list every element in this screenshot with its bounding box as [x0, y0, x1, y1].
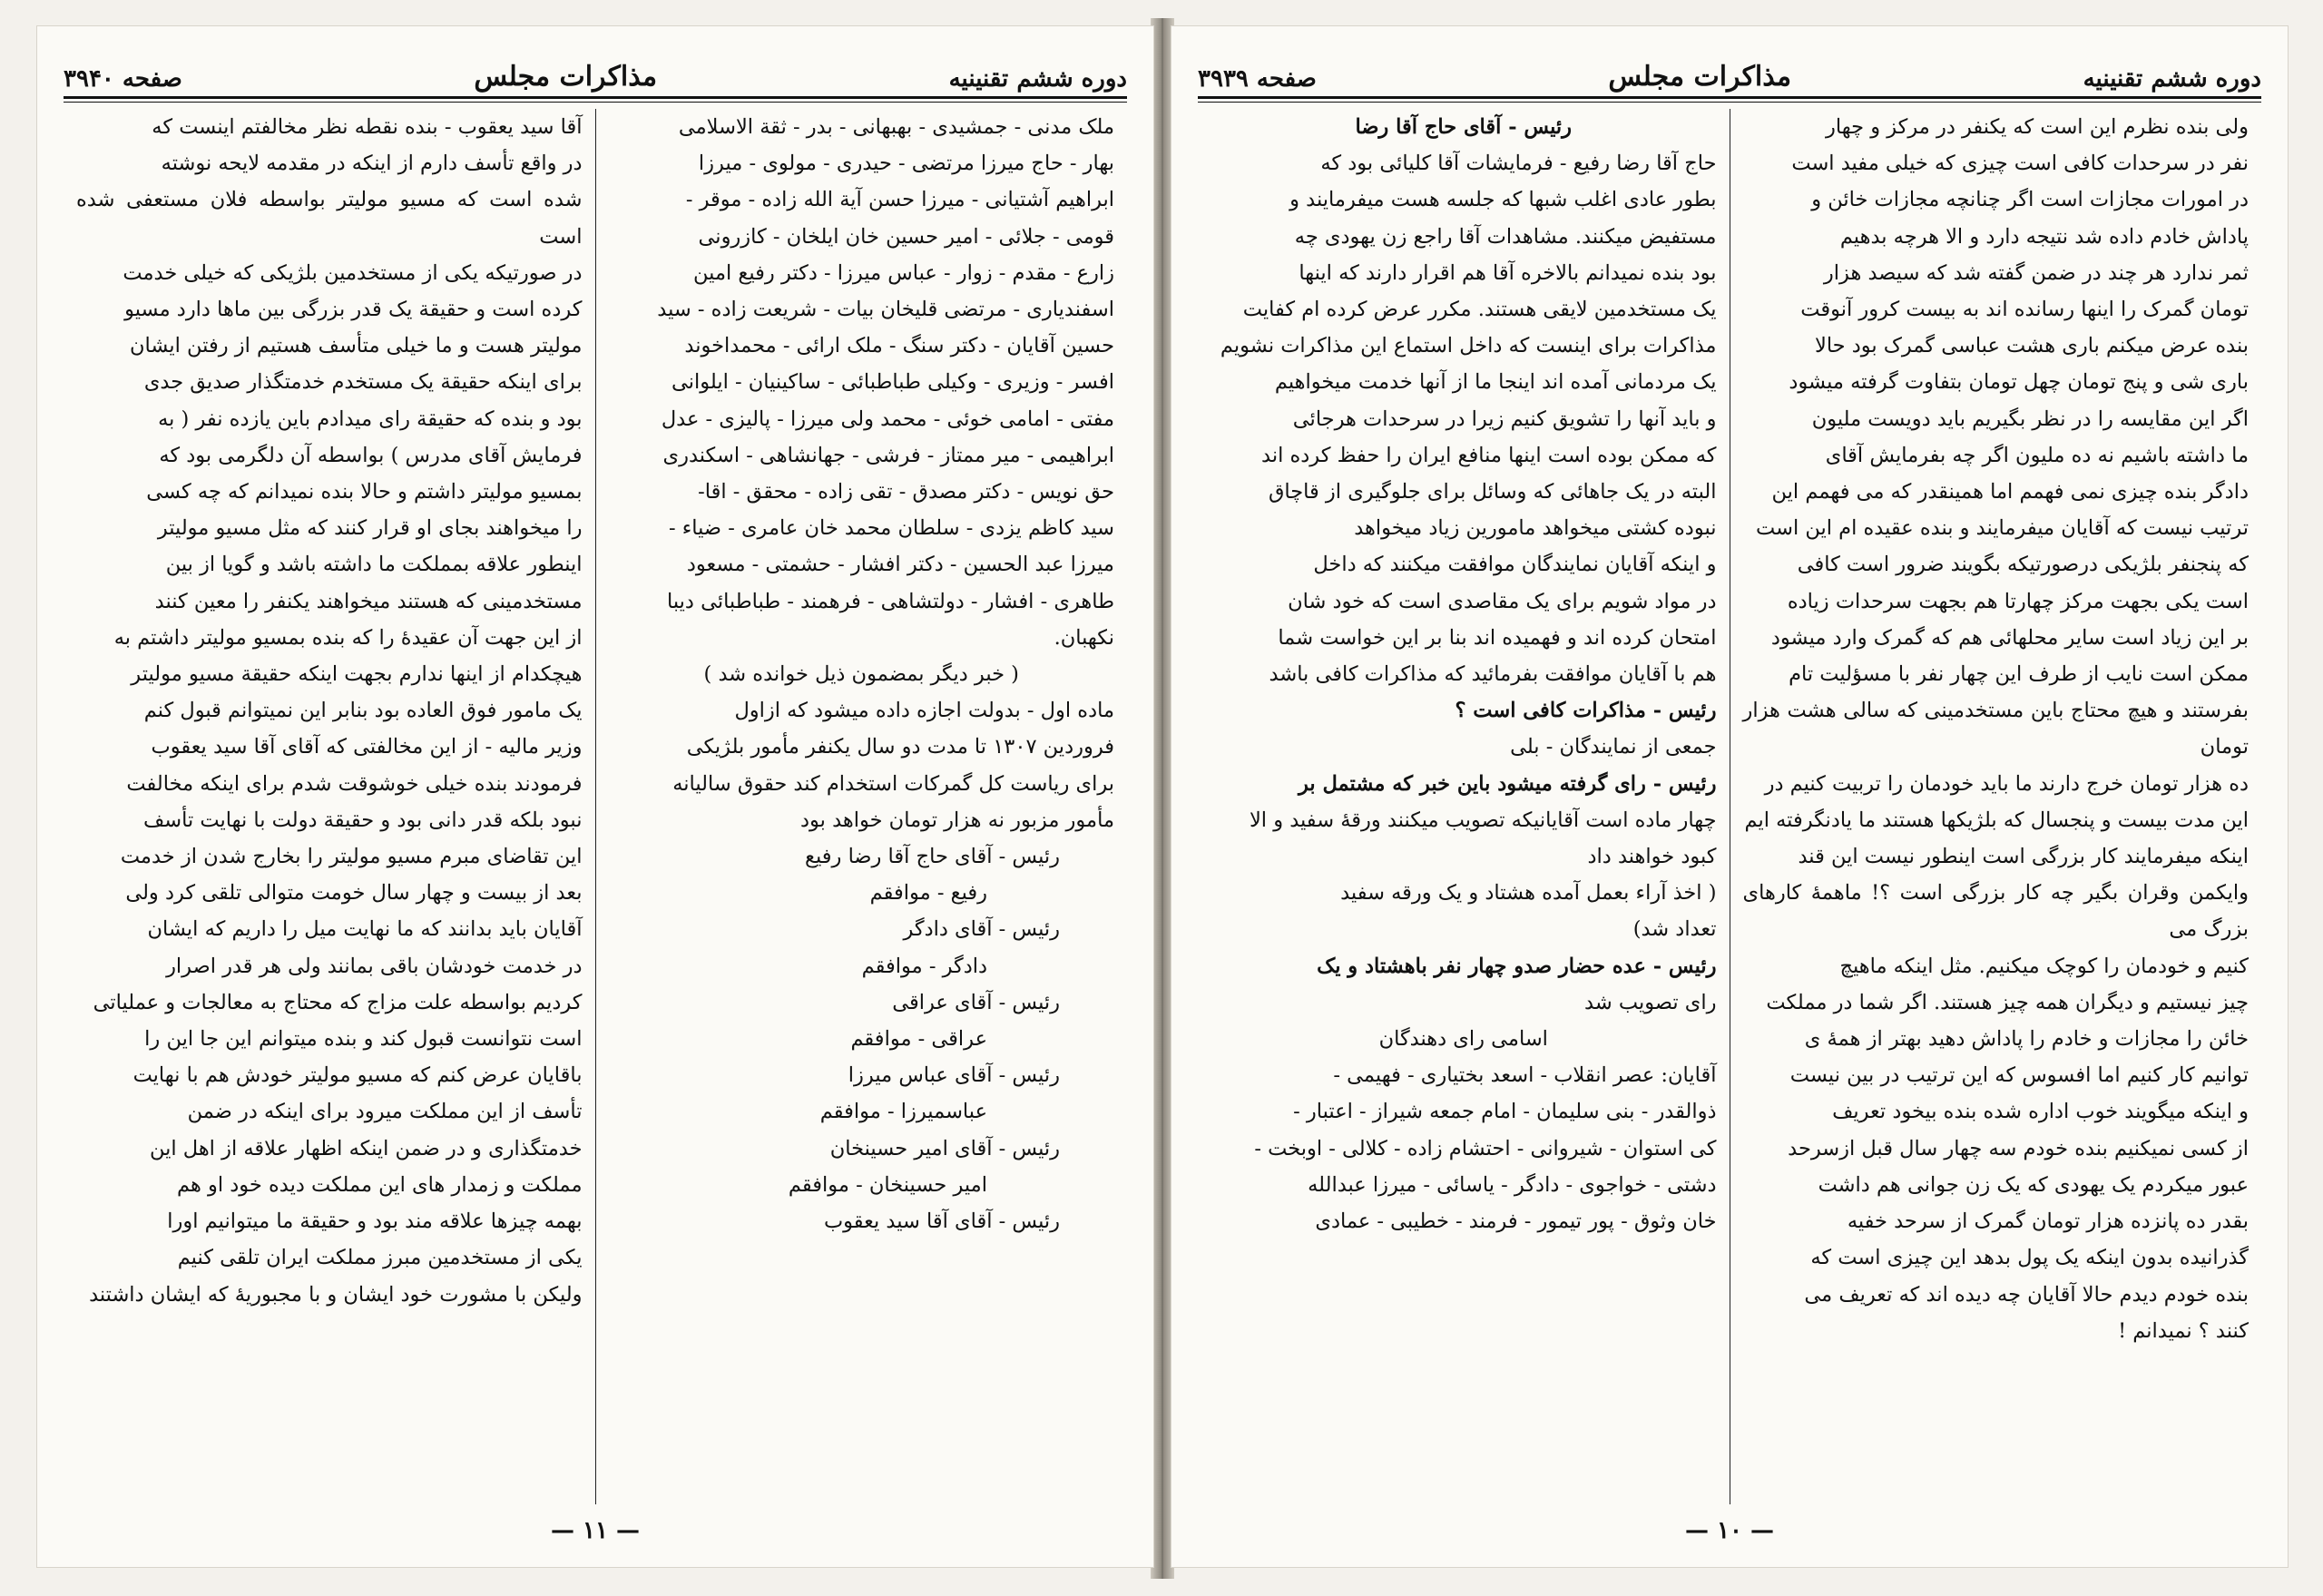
text-line: فروردین ۱۳۰۷ تا مدت دو سال یکنفر مأمور بلژیکی: [686, 735, 1114, 759]
text-line: خدمتگذاری و در ضمن اینکه اظهار علاقه از اهل این: [149, 1136, 583, 1160]
text-line: یک مردمانی آمده اند اینجا ما از آنها خدمت میخواهیم: [1274, 370, 1717, 395]
right-header-rule-thin: [1198, 102, 2261, 103]
right-page-columns: [1198, 109, 2261, 1504]
text-line: از کسی نمیکنیم بنده خودم سه چهار سال قبل ازسرحد: [1788, 1136, 2249, 1160]
text-line: برای اینکه حقیقة یک مستخدم خدمتگذار صدیق جدی: [143, 370, 583, 395]
text-line: مستخدمینی که هستند میخواهند یکنفر را معین کنند: [154, 589, 583, 613]
left-header-rule-thin: [64, 102, 1127, 103]
text-line: رئیس - آقای حاج آقا رضا رفیع: [805, 845, 1060, 869]
text-line: ترتیب نیست که آقایان میفرمایند و بنده عقیده ام این است: [1756, 516, 2249, 541]
text-line: کبود خواهند داد: [1587, 845, 1717, 869]
text-line: آقایان: عصر انقلاب - اسعد بختیاری - فهیمی -: [1333, 1063, 1717, 1088]
text-line: جمعی از نمایندگان - بلی: [1510, 735, 1717, 759]
text-line: حسین آقایان - دکتر سنگ - ملک ارائی - محمداخوند: [684, 334, 1114, 358]
text-line: برای ریاست کل گمرکات استخدام کند حقوق سالیانه: [672, 771, 1114, 796]
left-page-header: [64, 40, 1127, 93]
text-line: اسفندیاری - مرتضی قلیخان بیات - شریعت زاده - سید: [657, 298, 1114, 322]
text-line: تومان گمرک را اینها رسانده اند به بیست کرور آنوقت: [1800, 298, 2249, 322]
left-column-divider: [595, 109, 596, 1504]
right-page-column-right: [1730, 109, 2262, 1504]
text-line: بر این زیاد است سایر محلهائی هم که گمرک وارد میشود: [1770, 625, 2249, 650]
text-line: تأسف از این مملکت میرود برای اینکه در ضمن: [187, 1100, 583, 1124]
text-line: اینطور علاقه بمملکت ما داشته باشد و گویا از بین: [165, 553, 583, 577]
right-page-footer-number: — ۱۰ —: [1684, 1517, 1775, 1544]
text-line: ملک مدنی - جمشیدی - بهبهانی - بدر - ثقة الاسلامی: [678, 115, 1114, 139]
right-header-title: مذاکرات مجلس: [1608, 61, 1792, 93]
text-line: خان وثوق - پور تیمور - فرمند - خطیبی - عمادی: [1315, 1209, 1717, 1234]
text-line: امیر حسینخان - موافقم: [788, 1172, 987, 1197]
text-line: مولیتر هست و ما خیلی متأسف هستیم از رفتن ایشان: [129, 334, 583, 358]
text-line: چیز نیستیم و دیگران همه چیز هستند. اگر شما در مملکت: [1766, 990, 2249, 1014]
left-page-column-right: [596, 109, 1128, 1504]
text-line: در صورتیکه یکی از مستخدمین بلژیکی که خیلی خدمت: [123, 260, 583, 285]
text-line: ما داشته باشیم نه ده ملیون اگر چه بفرمایش آقای: [1825, 443, 2249, 467]
left-page: [36, 25, 1154, 1568]
text-line: ذوالقدر - بنی سلیمان - امام جمعه شیراز - اعتبار -: [1293, 1100, 1717, 1124]
left-header-page-number: صفحه ۳۹۴۰: [64, 65, 182, 93]
text-line: تعداد شد): [1632, 917, 1717, 942]
text-line: چهار ماده است آقایانیکه تصویب میکنند ورقهٔ سفید و الا: [1249, 808, 1717, 832]
text-line: است یکی بجهت مرکز چهارتا هم بجهت سرحدات زیاده: [1787, 589, 2249, 613]
text-line: توانیم کار کنیم اما افسوس که این ترتیب در بین نیست: [1789, 1063, 2249, 1088]
text-line: یکی از مستخدمین مبرز مملکت ایران تلقی کنیم: [177, 1246, 583, 1270]
text-line: بقدر ده پانزده هزار تومان گمرک از سرحد خفیه: [1847, 1209, 2249, 1234]
text-line: امتحان کرده اند و فهمیده اند بنا بر این خواست شما: [1278, 625, 1717, 650]
text-line: رئیس - آقای عباس میرزا: [848, 1063, 1060, 1088]
text-line: بهمه چیزها علاقه مند بود و حقیقة ما میتوانیم اورا: [167, 1209, 583, 1234]
text-line: رئیس - عده حضار صدو چهار نفر باهشتاد و یک: [1317, 954, 1717, 978]
text-line: و اینکه میگویند خوب اداره شده بنده بیخود تعریف: [1832, 1100, 2249, 1124]
text-line: خائن را مجازات و خادم را پاداش دهید بهتر از همهٔ ی: [1804, 1027, 2249, 1052]
text-line: مستفیض میکنند. مشاهدات آقا راجع زن یهودی چه: [1294, 224, 1717, 249]
text-line: ثمر ندارد هر چند در ضمن گفته شد که سیصد هزار: [1823, 260, 2249, 285]
text-line: در واقع تأسف دارم از اینکه در مقدمه لایحه نوشته: [161, 152, 583, 176]
text-line: طاهری - افشار - دولتشاهی - فرهمند - طباطبائی دیبا: [666, 589, 1114, 613]
text-line: یک مامور فوق العاده بود بنابر این نمیتوانم قبول کنم: [143, 699, 583, 723]
text-line: بفرستند و هیچ محتاج باین مستخدمینی که سالی هشت هزار تومان: [1742, 699, 2249, 759]
text-line: یک مستخدمین لایقی هستند. مکرر عرض کرده ام کفایت: [1242, 298, 1717, 322]
text-line: اگر این مقایسه را در نظر بگیریم باید دویست ملیون: [1811, 406, 2249, 431]
text-line: نفر در سرحدات کافی است چیزی که خیلی مفید است: [1791, 152, 2249, 176]
text-line: شده است که مسیو مولیتر بواسطه فلان مستعفی شده است: [76, 188, 583, 249]
text-line: و اینکه آقایان نمایندگان موافقت میکنند که داخل: [1313, 553, 1717, 577]
text-line: کنند ؟ نمیدانم !: [2118, 1318, 2249, 1343]
text-line: آقایان باید بدانند که ما نهایت میل را داریم که ایشان: [147, 917, 583, 942]
text-line: بود و بنده که حقیقة رای میدادم باین یازده نفر ( به: [158, 406, 583, 431]
text-line: نبوده کشتی میخواهد مامورین زیاد میخواهد: [1354, 516, 1717, 541]
text-line: عباسمیرزا - موافقم: [819, 1100, 987, 1124]
text-line: اینکه میفرمایند کار بزرگی است اینطور نیست این قند: [1798, 845, 2249, 869]
text-line: ابراهیمی - میر ممتاز - فرشی - جهانشاهی - اسکندری: [662, 443, 1114, 467]
text-line: قومی - جلائی - امیر حسین خان ایلخان - کازرونی: [698, 224, 1114, 249]
text-line: هیچکدام از اینها ندارم بجهت اینکه حقیقة مسیو مولیتر: [131, 662, 583, 687]
left-header-rule: [64, 96, 1127, 99]
text-line: را میخواهند بجای او قرار کنند که مثل مسیو مولیتر: [157, 516, 583, 541]
text-line: رئیس - آقای حاج آقا رضا: [1355, 115, 1573, 139]
right-header-series: دوره ششم تقنینیه: [2083, 65, 2261, 93]
text-line: کی استوان - شیروانی - احتشام زاده - کلالی - اوبخت -: [1254, 1136, 1717, 1160]
left-page-columns: [64, 109, 1127, 1504]
text-line: ماده اول - بدولت اجازه داده میشود که ازاول: [734, 699, 1114, 723]
text-line: که ممکن بوده است اینها منافع ایران را حفظ کرده اند: [1261, 443, 1717, 467]
text-line: هم با آقایان موافقت بفرمائید که مذاکرات کافی باشد: [1269, 662, 1717, 687]
text-line: عراقی - موافقم: [850, 1027, 987, 1052]
text-line: دادگر - موافقم: [861, 954, 987, 978]
text-line: ابراهیم آشتیانی - میرزا حسن آیة الله زاده - موقر -: [685, 188, 1114, 212]
text-line: عبور میکردم یک یهودی که یک زن جوانی هم داشت: [1818, 1172, 2249, 1197]
text-line: حق نویس - دکتر مصدق - تقی زاده - محقق - اقا-: [698, 480, 1114, 504]
text-line: ولی بنده نظرم این است که یکنفر در مرکز و چهار: [1826, 115, 2249, 139]
text-line: ده هزار تومان خرج دارند ما باید خودمان را تربیت کنیم در: [1764, 771, 2249, 796]
right-page-column-left: [1198, 109, 1730, 1504]
left-header-title: مذاکرات مجلس: [474, 61, 658, 93]
text-line: رئیس - آقای آقا سید یعقوب: [823, 1209, 1060, 1234]
text-line: حاج آقا رضا رفیع - فرمایشات آقا کلیائی بود که: [1320, 152, 1717, 176]
text-line: نبود بلکه قدر دانی بود و حقیقة دولت با نهایت تأسف: [143, 808, 583, 832]
text-line: باری شی و پنج تومان چهل تومان بتفاوت گرفته میشود: [1789, 370, 2249, 395]
left-header-series: دوره ششم تقنینیه: [948, 65, 1127, 93]
text-line: کردیم بواسطه علت مزاج که محتاج به معالجات و عملیاتی: [93, 990, 583, 1014]
text-line: فرمودند بنده خیلی خوشوقت شدم برای اینکه مخالفت: [126, 771, 583, 796]
text-line: ولیکن با مشورت خود ایشان و با مجبوریهٔ که ایشان داشتند: [89, 1282, 583, 1307]
text-line: دادگر بنده چیزی نمی فهمم اما همینقدر که می فهمم این: [1771, 480, 2249, 504]
right-header-rule: [1198, 96, 2261, 99]
text-line: رئیس - مذاکرات کافی است ؟: [1455, 699, 1717, 723]
text-line: این تقاضای مبرم مسیو مولیتر را بخارج شدن از خدمت: [120, 845, 583, 869]
text-line: در خدمت خودشان باقی بمانند ولی هر قدر اصرار: [166, 954, 583, 978]
text-line: از این جهت آن عقیدهٔ را که بنده بمسیو مولیتر داشتم به: [113, 625, 583, 650]
text-line: افسر - وزیری - وکیلی طباطبائی - ساکینیان - ایلوانی: [671, 370, 1114, 395]
text-line: باقایان عرض کنم که مسیو مولیتر خودش هم با نهایت: [132, 1063, 583, 1088]
text-line: است نتوانست قبول کند و بنده میتوانم این جا این را: [144, 1027, 583, 1052]
text-line: بنده عرض میکنم باری هشت عباسی گمرک بود حالا: [1814, 334, 2249, 358]
text-line: گذرانیده بدون اینکه یک پول بدهد این چیزی است که: [1810, 1246, 2249, 1270]
text-line: فرمایش آقای مدرس ) بواسطه آن دلگرمی بود که: [159, 443, 583, 467]
text-line: این مدت بیست و پنجسال که بلژیکها هستند ما یادنگرفته ایم: [1744, 808, 2249, 832]
text-line: مملکت و زمدار های این مملکت دیده خود او هم: [177, 1172, 583, 1197]
text-line: رئیس - آقای امیر حسینخان: [829, 1136, 1060, 1160]
text-line: ( اخذ آراء بعمل آمده هشتاد و یک ورقه سفید: [1340, 881, 1717, 906]
text-line: البته در یک جاهائی که وسائل برای جلوگیری از قاچاق: [1268, 480, 1717, 504]
text-line: سید کاظم یزدی - سلطان محمد خان عامری - ضیاء -: [668, 516, 1114, 541]
text-line: بنده خودم دیدم حالا آقایان چه دیده اند که تعریف می: [1804, 1282, 2249, 1307]
text-line: زارع - مقدم - زوار - عباس میرزا - دکتر رفیع امین: [693, 260, 1114, 285]
text-line: مفتی - امامی خوئی - محمد ولی میرزا - پالیزی - عدل: [661, 406, 1114, 431]
left-page-column-left: [64, 109, 595, 1504]
text-line: مذاکرات برای اینست که داخل استماع این مذاکرات نشویم: [1220, 334, 1717, 358]
text-line: رفیع - موافقم: [869, 881, 987, 906]
text-line: بعد از بیست و چهار سال خومت متوالی تلقی کرد ولی: [125, 881, 583, 906]
text-line: میرزا عبد الحسین - دکتر افشار - حشمتی - مسعود: [686, 553, 1114, 577]
right-page: [1171, 25, 2289, 1568]
text-line: کرده است و حقیقة یک قدر بزرگی بین ماها دارد مسیو: [124, 298, 583, 322]
text-line: در امورات مجازات است اگر چنانچه مجازات خائن و: [1811, 188, 2249, 212]
text-line: رئیس - آقای دادگر: [903, 917, 1060, 942]
text-line: ممکن است نایب از طرف این چهار نفر با مسؤلیت تام: [1789, 662, 2249, 687]
text-line: بطور عادی اغلب شبها که جلسه هست میفرمایند و: [1289, 188, 1717, 212]
text-line: که پنجنفر بلژیکی درصورتیکه بگویند ضرور است کافی: [1797, 553, 2249, 577]
text-line: نکهبان.: [1054, 625, 1114, 650]
text-line: رای تصویب شد: [1584, 990, 1717, 1014]
text-line: رئیس - آقای عراقی: [892, 990, 1060, 1014]
text-line: بمسیو مولیتر داشتم و حالا بنده نمیدانم که چه کسی: [146, 480, 583, 504]
text-line: اسامی رای دهندگان: [1378, 1027, 1548, 1052]
text-line: در مواد شویم برای یک مقاصدی است که خود شان: [1288, 589, 1717, 613]
text-line: وزیر مالیه - از این مخالفتی که آقای آقا سید یعقوب: [151, 735, 583, 759]
text-line: مأمور مزبور نه هزار تومان خواهد بود: [800, 808, 1114, 832]
text-line: ( خبر دیگر بمضمون ذیل خوانده شد ): [703, 662, 1019, 687]
text-line: دشتی - خواجوی - دادگر - یاسائی - میرزا عبدالله: [1308, 1172, 1717, 1197]
text-line: بود بنده نمیدانم بالاخره آقا هم اقرار دارند که اینها: [1299, 260, 1717, 285]
text-line: بهار - حاج میرزا مرتضی - حیدری - مولوی - میرزا: [698, 152, 1114, 176]
text-line: آقا سید یعقوب - بنده نقطه نظر مخالفتم اینست که: [152, 115, 583, 139]
right-page-header: [1198, 40, 2261, 93]
text-line: کنیم و خودمان را کوچک میکنیم. مثل اینکه ماهیچ: [1839, 954, 2249, 978]
text-line: و باید آنها را تشویق کنیم زیرا در سرحدات هرجائی: [1292, 406, 1717, 431]
text-line: وایکمن وقران بگیر چه کار بزرگی است ؟! ماهمهٔ کارهای بزرگ می: [1742, 881, 2249, 942]
text-line: رئیس - رای گرفته میشود باین خبر که مشتمل بر: [1299, 771, 1717, 796]
right-header-page-number: صفحه ۳۹۳۹: [1198, 65, 1317, 93]
text-line: پاداش خادم داده شد نتیجه دارد و الا هرچه بدهیم: [1839, 224, 2249, 249]
left-page-footer-number: — ۱۱ —: [550, 1517, 641, 1544]
